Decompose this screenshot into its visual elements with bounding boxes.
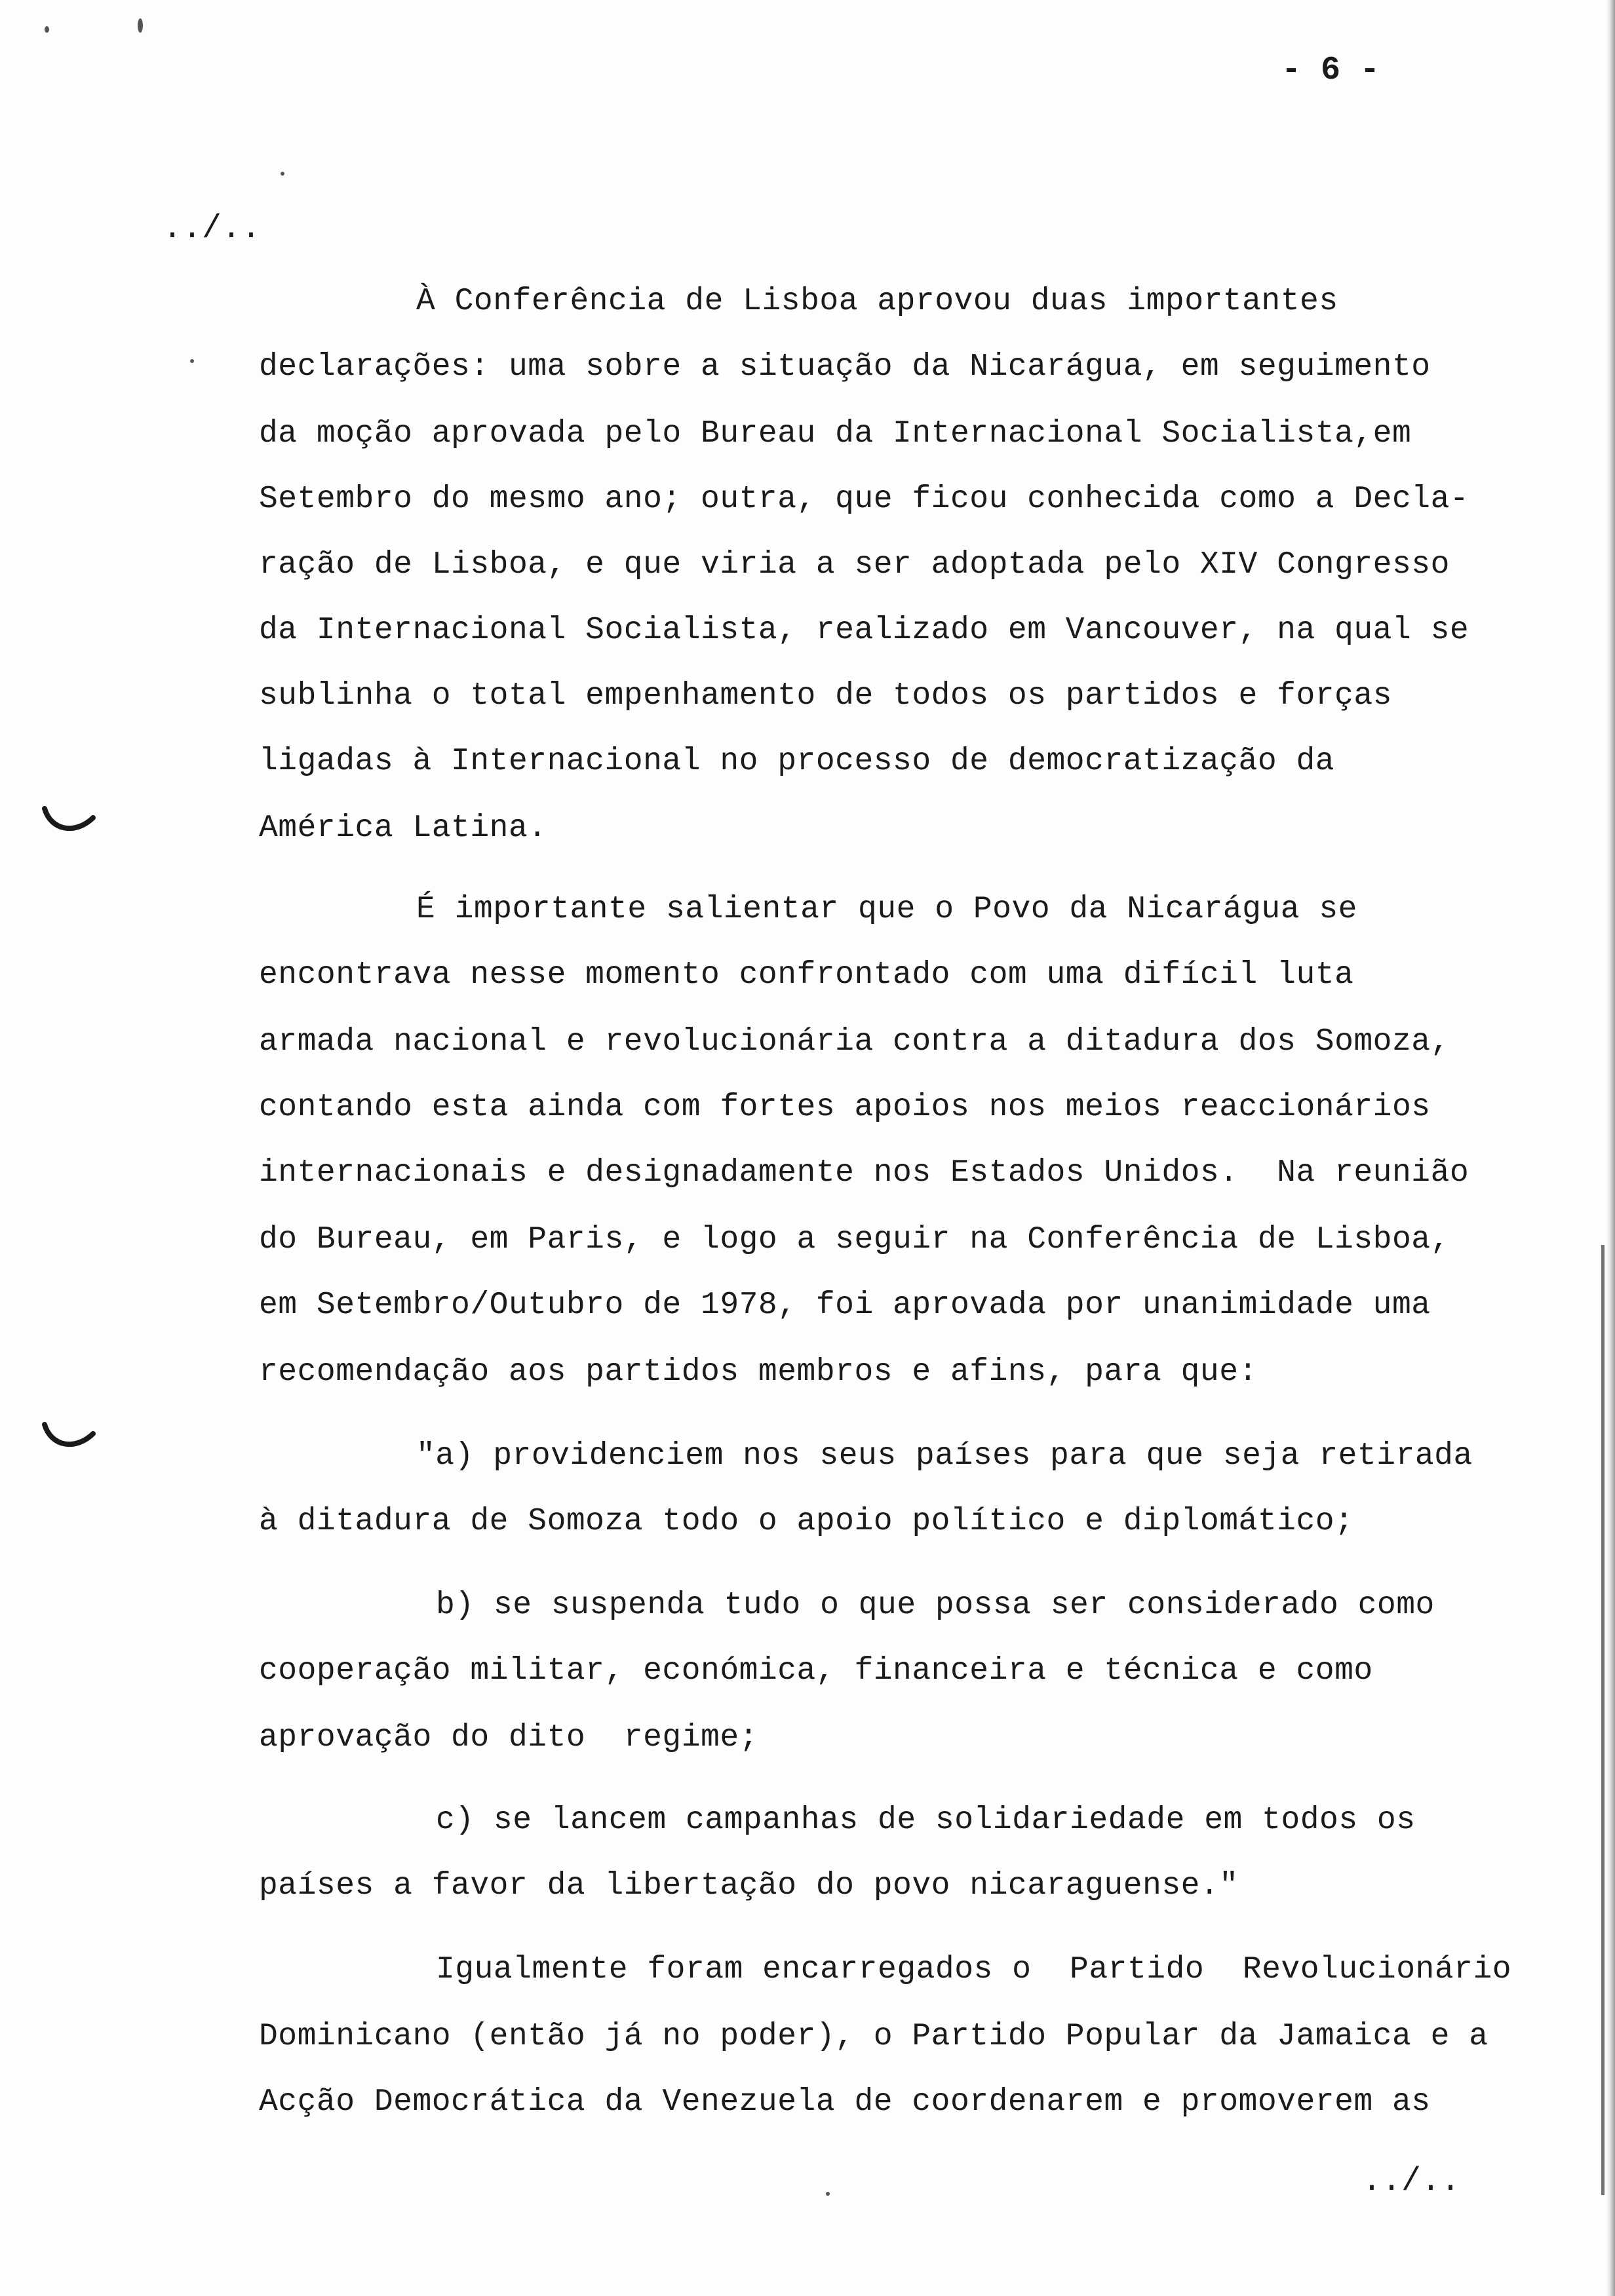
text-line: c) se lancem campanhas de solidariedade em todos os [436, 1803, 1416, 1838]
text-line: recomendação aos partidos membros e afins, para que: [259, 1354, 1258, 1390]
text-line: Dominicano (então já no poder), o Partido Popular da Jamaica e a [259, 2019, 1489, 2054]
text-line: b) se suspenda tudo o que possa ser considerado como [436, 1588, 1435, 1623]
continuation-marker-top: ../.. [163, 210, 262, 248]
text-line: À Conferência de Lisboa aprovou duas importantes [416, 284, 1338, 319]
text-line: encontrava nesse momento confrontado com uma difícil luta [259, 957, 1354, 993]
text-line: ligadas à Internacional no processo de democratização da [259, 744, 1335, 779]
text-line: contando esta ainda com fortes apoios nos meios reaccionários [259, 1090, 1431, 1125]
text-line: ração de Lisboa, e que viria a ser adoptada pelo XIV Congresso [259, 547, 1450, 583]
text-line: Igualmente foram encarregados o Partido Revolucionário [436, 1952, 1512, 1987]
continuation-marker-bottom: ../.. [1362, 2163, 1461, 2200]
text-line: internacionais e designadamente nos Estados Unidos. Na reunião [259, 1155, 1469, 1191]
binder-hole-mark-upper [39, 805, 98, 837]
page-number: - 6 - [1281, 52, 1380, 89]
text-line: declarações: uma sobre a situação da Nicarágua, em seguimento [259, 349, 1431, 385]
text-line: da Internacional Socialista, realizado em Vancouver, na qual se [259, 613, 1469, 648]
text-line: É importante salientar que o Povo da Nicarágua se [416, 892, 1357, 927]
text-line: cooperação militar, económica, financeira e técnica e como [259, 1653, 1373, 1689]
scan-speck [190, 359, 194, 363]
text-line: aprovação do dito regime; [259, 1720, 758, 1755]
text-line: Acção Democrática da Venezuela de coordenarem e promoverem as [259, 2084, 1431, 2120]
scan-speck [138, 18, 143, 33]
scan-speck [281, 172, 284, 176]
text-line: Setembro do mesmo ano; outra, que ficou conhecida como a Decla- [259, 482, 1469, 517]
text-line: da moção aprovada pelo Bureau da Internacional Socialista,em [259, 416, 1412, 451]
text-line: América Latina. [259, 811, 547, 846]
text-line: países a favor da libertação do povo nicaraguense." [259, 1868, 1239, 1904]
binder-hole-mark-lower [39, 1421, 98, 1453]
scan-speck [826, 2192, 830, 2196]
scan-edge-shadow [1606, 0, 1615, 2296]
text-line: em Setembro/Outubro de 1978, foi aprovada por unanimidade uma [259, 1288, 1431, 1323]
text-line: "a) providenciem nos seus países para que seja retirada [416, 1438, 1473, 1474]
scan-edge-line [1601, 1245, 1605, 2195]
text-line: armada nacional e revolucionária contra a ditadura dos Somoza, [259, 1024, 1450, 1060]
text-line: sublinha o total empenhamento de todos os partidos e forças [259, 678, 1392, 714]
text-line: à ditadura de Somoza todo o apoio político e diplomático; [259, 1504, 1354, 1539]
scan-speck [45, 26, 49, 33]
text-line: do Bureau, em Paris, e logo a seguir na Conferência de Lisboa, [259, 1222, 1450, 1257]
